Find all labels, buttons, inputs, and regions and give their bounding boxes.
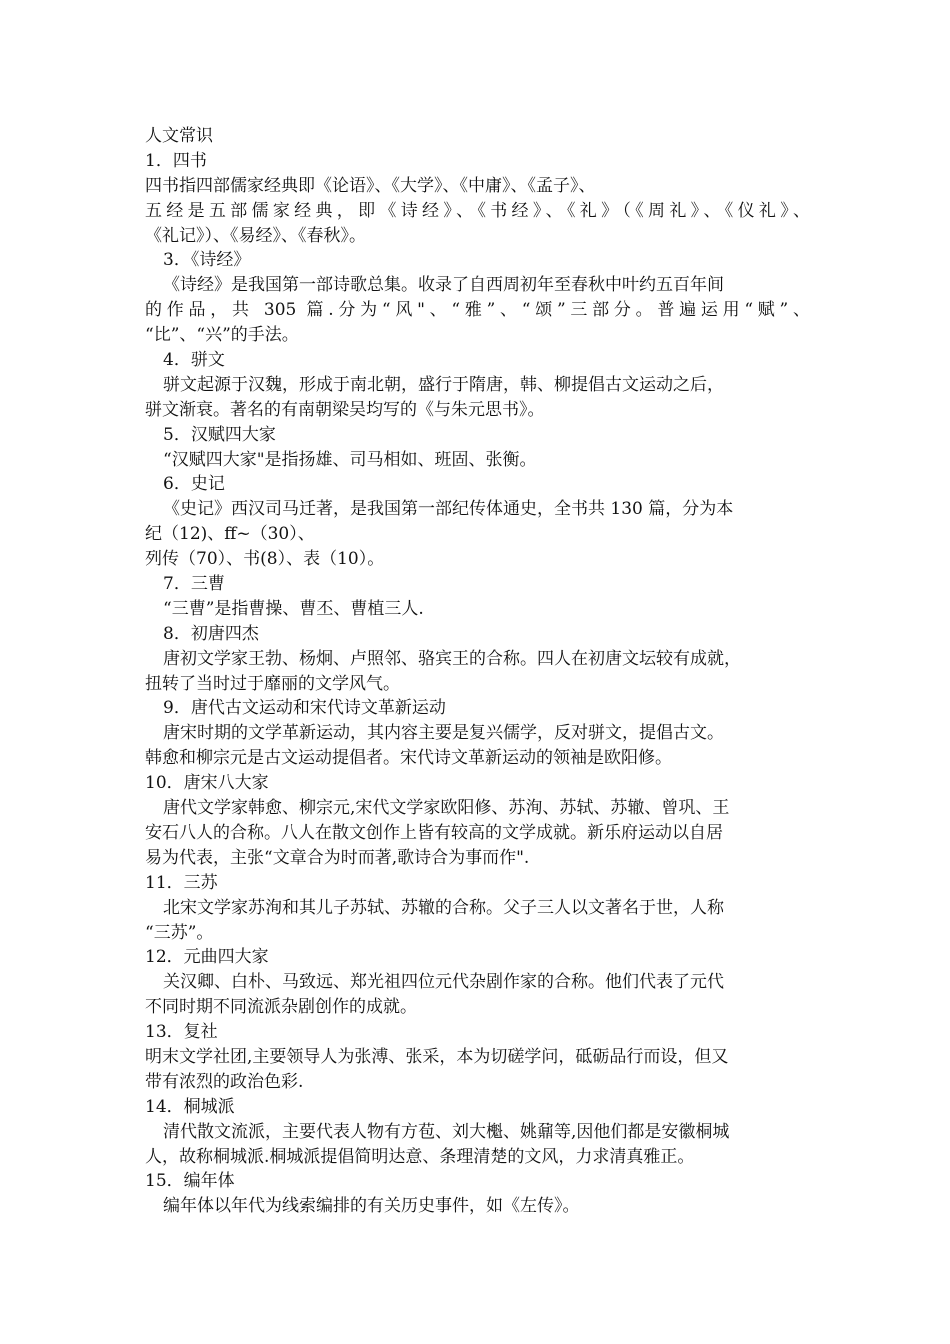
section-heading: 8．初唐四杰 [163, 623, 259, 644]
section-heading: 10．唐宋八大家 [145, 773, 269, 794]
section [145, 771, 810, 871]
paragraph-line: 易为代表，主张“文章合为时而著,歌诗合为事而作". [145, 847, 530, 868]
paragraph-line: 安石八人的合称。八人在散文创作上皆有较高的文学成就。新乐府运动以自居 [145, 822, 723, 843]
section [145, 423, 810, 473]
section [145, 248, 810, 348]
paragraph-line: “汉赋四大家"是指扬雄、司马相如、班固、张衡。 [163, 449, 537, 470]
section-heading: 7．三曹 [163, 574, 225, 595]
section-heading: 4．骈文 [163, 350, 225, 371]
document-sections [145, 149, 810, 1219]
paragraph-line: 韩愈和柳宗元是古文运动提倡者。宋代诗文革新运动的领袖是欧阳修。 [145, 748, 672, 769]
section-heading: 9．唐代古文运动和宋代诗文革新运动 [163, 698, 446, 719]
section-heading: 3．《诗经》 [163, 250, 251, 271]
section [145, 871, 810, 946]
paragraph-line: 唐初文学家王勃、杨炯、卢照邻、骆宾王的合称。四人在初唐文坛较有成就， [163, 648, 741, 669]
paragraph-line: 纪（12)、ff~（30）、 [145, 524, 315, 545]
paragraph-line: 骈文渐衰。著名的有南朝梁吴均写的《与朱元思书》。 [145, 399, 545, 420]
paragraph-line: 北宋文学家苏洵和其儿子苏轼、苏辙的合称。父子三人以文著名于世，人称 [163, 897, 724, 918]
section [145, 945, 810, 1020]
section [145, 1169, 810, 1219]
section [145, 1095, 810, 1170]
section-heading: 12．元曲四大家 [145, 947, 269, 968]
paragraph-line: 明末文学社团,主要领导人为张溥、张采，本为切磋学问，砥砺品行而设，但又 [145, 1046, 729, 1067]
paragraph-line: “三曹”是指曹操、曹丕、曹植三人. [163, 598, 424, 619]
section [145, 572, 810, 622]
paragraph-line: 《史记》西汉司马迁著，是我国第一部纪传体通史，全书共 130 篇，分为本 [163, 499, 734, 520]
section [145, 622, 810, 697]
section-heading: 15．编年体 [145, 1171, 235, 1192]
section-heading: 14．桐城派 [145, 1096, 235, 1117]
paragraph-line: 关汉卿、白朴、马致远、郑光祖四位元代杂剧作家的合称。他们代表了元代 [163, 972, 724, 993]
section [145, 348, 810, 423]
document-page [145, 124, 810, 1219]
section [145, 149, 810, 249]
paragraph-line: 骈文起源于汉魏，形成于南北朝，盛行于隋唐，韩、柳提倡古文运动之后， [163, 374, 724, 395]
paragraph-line: 唐宋时期的文学革新运动，其内容主要是复兴儒学，反对骈文，提倡古文。 [163, 723, 724, 744]
paragraph-line: “比”、“兴”的手法。 [145, 325, 299, 346]
paragraph-line: 编年体以年代为线索编排的有关历史事件，如《左传》。 [163, 1196, 580, 1217]
paragraph-line: 扭转了当时过于靡丽的文学风气。 [145, 673, 400, 694]
paragraph-line: 清代散文流派，主要代表人物有方苞、刘大櫆、姚鼐等,因他们都是安徽桐城 [163, 1121, 730, 1142]
section [145, 472, 810, 572]
paragraph-line: 人，故称桐城派.桐城派提倡简明达意、条理清楚的文风，力求清真雅正。 [145, 1146, 695, 1167]
section-heading: 1．四书 [145, 150, 207, 171]
paragraph-line: 四书指四部儒家经典即《论语》、《大学》、《中庸》、《孟子》、 [145, 175, 596, 196]
paragraph-line: 唐代文学家韩愈、柳宗元,宋代文学家欧阳修、苏洵、苏轼、苏辙、曾巩、王 [163, 798, 730, 819]
section [145, 1020, 810, 1095]
section-heading: 13．复社 [145, 1022, 218, 1043]
paragraph-line: 《礼记》）、《易经》、《春秋》。 [145, 225, 366, 246]
section-heading: 5．汉赋四大家 [163, 424, 276, 445]
paragraph-line: “三苏”。 [145, 922, 214, 943]
document-title: 人文常识 [145, 126, 213, 146]
section [145, 696, 810, 771]
paragraph-line: 带有浓烈的政治色彩. [145, 1071, 304, 1092]
paragraph-line: 《诗经》是我国第一部诗歌总集。收录了自西周初年至春秋中叶约五百年间 [163, 275, 724, 296]
section-heading: 11．三苏 [145, 872, 218, 893]
paragraph-line: 的作品，共 305 篇.分为“风"、“雅”、“颂”三部分。普遍运用“赋”、 [145, 300, 810, 321]
section-heading: 6．史记 [163, 474, 225, 495]
paragraph-line: 五经是五部儒家经典，即《诗经》、《书经》、《礼》（《周礼》、《仪礼》、 [145, 200, 810, 221]
paragraph-line: 列传（70）、书(8）、表（10）。 [145, 549, 385, 570]
paragraph-line: 不同时期不同流派杂剧创作的成就。 [145, 997, 417, 1018]
